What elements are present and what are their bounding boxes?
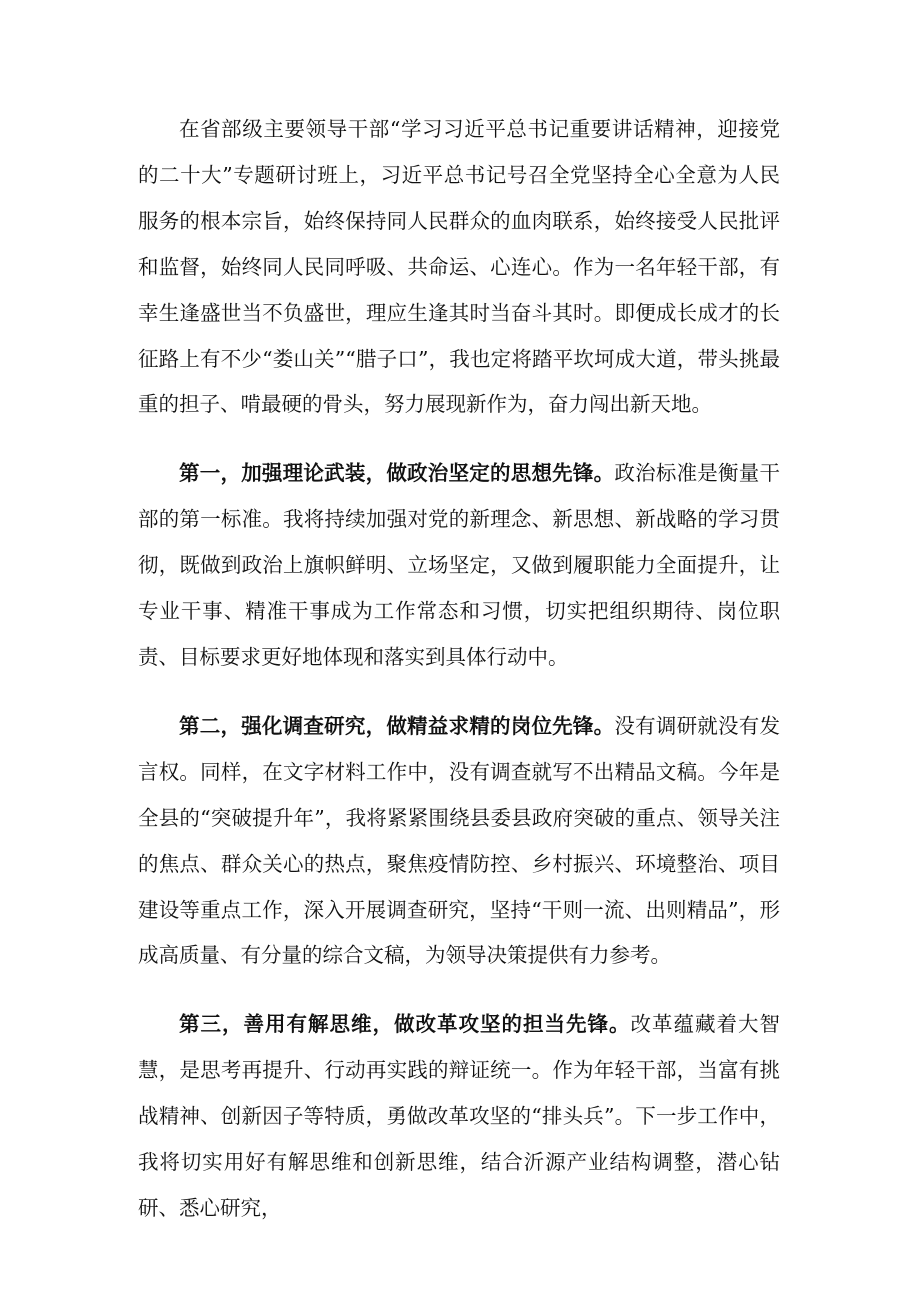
document-page — [138, 107, 780, 1232]
paragraph-third-point — [138, 1002, 780, 1232]
paragraph-body: 政治标准是衡量干部的第一标准。我将持续加强对党的新理念、新思想、新战略的学习贯彻，既做到政治上旗帜鲜明、立场坚定，又做到履职能力全面提升，让专业干事、精准干事成为工作常态和习惯，切实把组织期待、岗位职责、目标要求更好地体现和落实到具体行动中。 — [138, 461, 780, 669]
paragraph-body: 在省部级主要领导干部“学习习近平总书记重要讲话精神，迎接党的二十大”专题研讨班上，习近平总书记号召全党坚持全心全意为人民服务的根本宗旨，始终保持同人民群众的血肉联系，始终接受人民批评和监督，始终同人民同呼吸、共命运、心连心。作为一名年轻干部，有幸生逢盛世当不负盛世，理应生逢其时当奋斗其时。即便成长成才的长征路上有不少“娄山关”“腊子口”，我也定将踏平坎坷成大道，带头挑最重的担子、啃最硬的骨头，努力展现新作为，奋力闯出新天地。 — [138, 117, 780, 417]
paragraph-heading: 第三，善用有解思维，做改革攻坚的担当先锋。 — [179, 1012, 631, 1037]
paragraph-body: 改革蕴藏着大智慧，是思考再提升、行动再实践的辩证统一。作为年轻干部，当富有挑战精神、创新因子等特质，勇做改革攻坚的“排头兵”。下一步工作中，我将切实用好有解思维和创新思维，结合沂源产业结构调整，潜心钻研、悉心研究， — [138, 1012, 780, 1220]
paragraph-second-point — [138, 704, 780, 979]
paragraph-heading: 第二，强化调查研究，做精益求精的岗位先锋。 — [179, 713, 615, 738]
paragraph-heading: 第一，加强理论武装，做政治坚定的思想先锋。 — [179, 461, 615, 486]
paragraph-intro — [138, 107, 780, 428]
paragraph-first-point — [138, 451, 780, 681]
paragraph-body: 没有调研就没有发言权。同样，在文字材料工作中，没有调查就写不出精品文稿。今年是全县的“突破提升年”，我将紧紧围绕县委县政府突破的重点、领导关注的焦点、群众关心的热点，聚焦疫情防控、乡村振兴、环境整治、项目建设等重点工作，深入开展调查研究，坚持“干则一流、出则精品”，形成高质量、有分量的综合文稿，为领导决策提供有力参考。 — [138, 713, 780, 968]
